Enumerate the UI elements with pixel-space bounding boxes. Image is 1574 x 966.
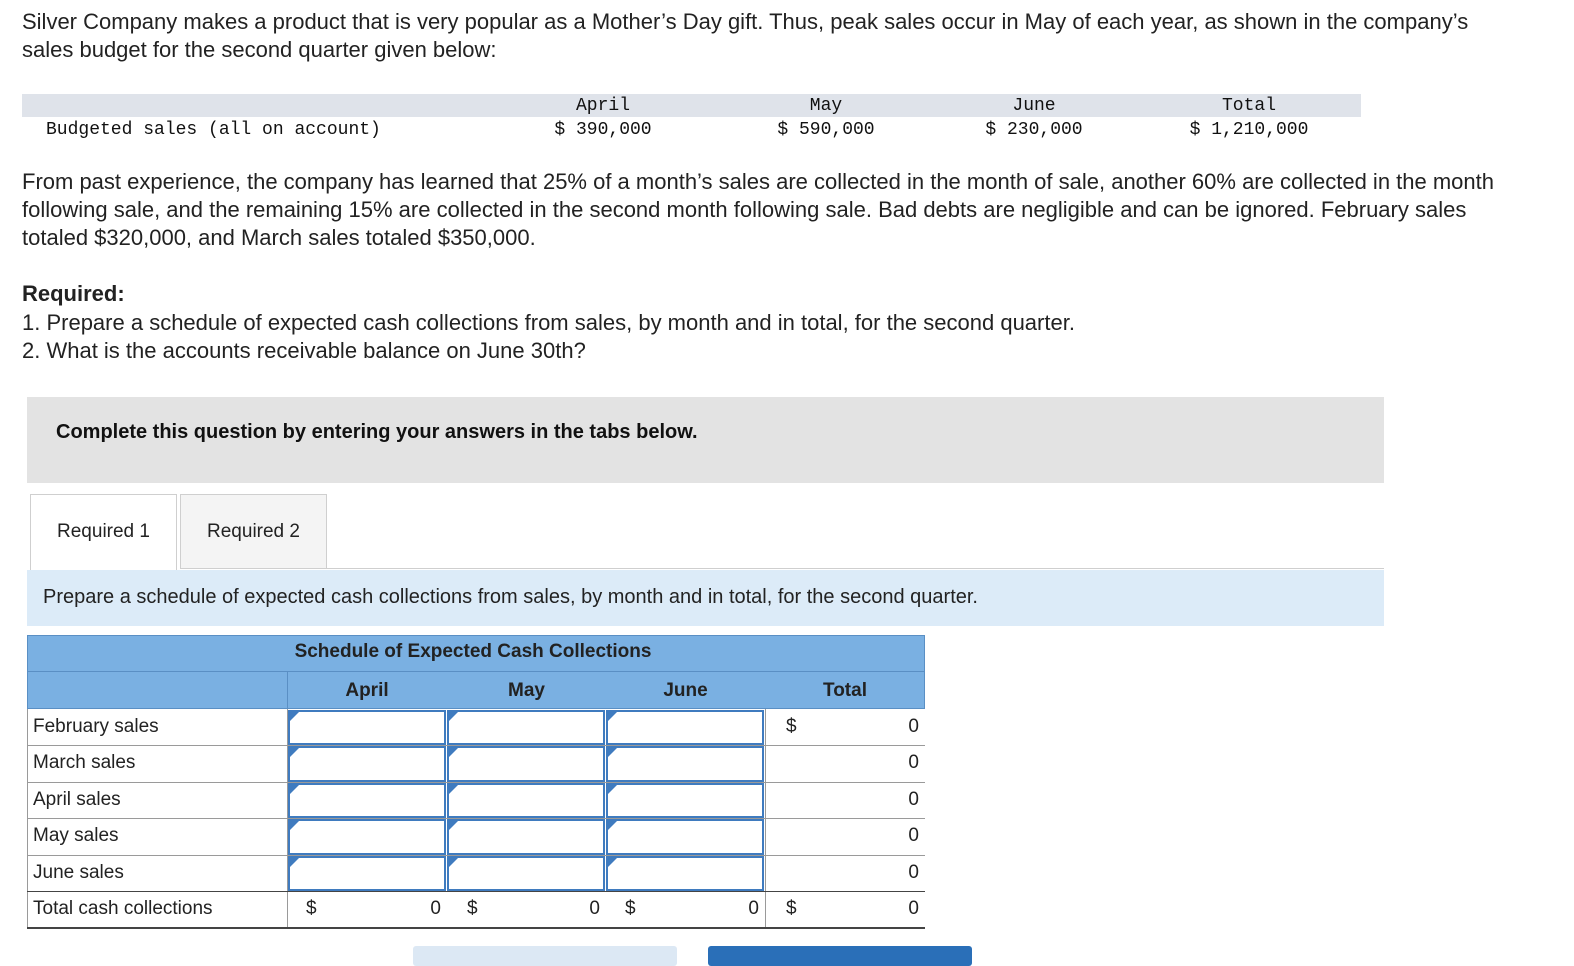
budget-header-may: May [809, 96, 843, 116]
total-march-sales: 0 [908, 752, 919, 773]
total-february-sales: 0 [908, 716, 919, 737]
row-label-february-sales: February sales [33, 716, 159, 737]
row-label-april-sales: April sales [33, 789, 121, 810]
budget-value-total: $ 1,210,000 [1189, 120, 1309, 140]
tab-required-2[interactable]: Required 2 [180, 494, 327, 569]
instruction-text: Complete this question by entering your answers in the tabs below. [56, 421, 698, 443]
total-june-sales: 0 [908, 862, 919, 883]
next-tab-button[interactable] [708, 946, 972, 966]
input-february-may[interactable] [447, 710, 605, 745]
input-may-june[interactable] [606, 819, 764, 855]
budget-header-june: June [1012, 96, 1056, 116]
instruction-box [27, 397, 1384, 483]
row-label-may-sales: May sales [33, 825, 119, 846]
required-heading: Required: [22, 281, 125, 306]
problem-intro: Silver Company makes a product that is very popular as a Mother’s Day gift. Thus, peak sales occur in May of each year, as shown in the company’s sales budget for the second quarter given below: [22, 9, 1469, 62]
schedule-title [27, 641, 925, 663]
input-march-june[interactable] [606, 746, 764, 782]
grid-line [27, 927, 925, 929]
budget-value-june: $ 230,000 [985, 120, 1083, 140]
total-april-dollar-sign: $ [306, 898, 317, 919]
cash-collections-schedule [27, 635, 925, 929]
total-may-dollar-sign: $ [467, 898, 478, 919]
previous-tab-button[interactable] [413, 946, 677, 966]
total-april-sales: 0 [908, 789, 919, 810]
required-item-1: 1. Prepare a schedule of expected cash collections from sales, by month and in total, for the second quarter. [22, 310, 1075, 335]
input-february-june[interactable] [606, 710, 764, 745]
budget-header-april: April [575, 96, 631, 116]
row-label-total-cash-collections: Total cash collections [33, 898, 213, 919]
input-april-april[interactable] [288, 783, 446, 818]
budget-header-total: Total [1221, 96, 1277, 116]
column-header-april: April [345, 680, 389, 701]
row-label-june-sales: June sales [33, 862, 124, 883]
budget-header-band [22, 94, 1361, 117]
total-cash-june: 0 [748, 898, 759, 919]
past-experience-text: From past experience, the company has learned that 25% of a month’s sales are collected in the month of sale, another 60% are collected in the month following sale, and the remaining 15% are collected in the second month following sale. Bad debts are negligible and can be ignored. February sales totaled $320,000, and March sales totaled $350,000. [22, 169, 1495, 250]
column-header-total: Total [823, 680, 867, 701]
input-march-april[interactable] [288, 746, 446, 782]
total-cash-may: 0 [589, 898, 600, 919]
budget-value-may: $ 590,000 [777, 120, 875, 140]
total-cash-april: 0 [430, 898, 441, 919]
schedule-title-text: Schedule of Expected Cash Collections [294, 641, 652, 662]
input-june-june[interactable] [606, 856, 764, 891]
input-june-may[interactable] [447, 856, 605, 891]
tab-required-1[interactable]: Required 1 [30, 494, 177, 570]
prompt-text: Prepare a schedule of expected cash collections from sales, by month and in total, for the second quarter. [43, 586, 978, 608]
input-june-april[interactable] [288, 856, 446, 891]
input-february-april[interactable] [288, 710, 446, 745]
prompt-box [27, 570, 1384, 626]
header-divider [287, 672, 288, 709]
row-label-march-sales: March sales [33, 752, 136, 773]
budget-value-april: $ 390,000 [554, 120, 652, 140]
column-header-june: June [663, 680, 708, 701]
input-march-may[interactable] [447, 746, 605, 782]
input-may-may[interactable] [447, 819, 605, 855]
total-may-sales: 0 [908, 825, 919, 846]
input-april-may[interactable] [447, 783, 605, 818]
input-may-april[interactable] [288, 819, 446, 855]
input-april-june[interactable] [606, 783, 764, 818]
column-header-may: May [508, 680, 545, 701]
total-total-dollar-sign: $ [786, 898, 797, 919]
required-item-2: 2. What is the accounts receivable balance on June 30th? [22, 338, 586, 363]
budget-row-label: Budgeted sales (all on account) [46, 120, 381, 140]
total-cash-total: 0 [908, 898, 919, 919]
total-dollar-sign: $ [786, 716, 797, 737]
tab-divider [327, 568, 1384, 569]
total-june-dollar-sign: $ [625, 898, 636, 919]
